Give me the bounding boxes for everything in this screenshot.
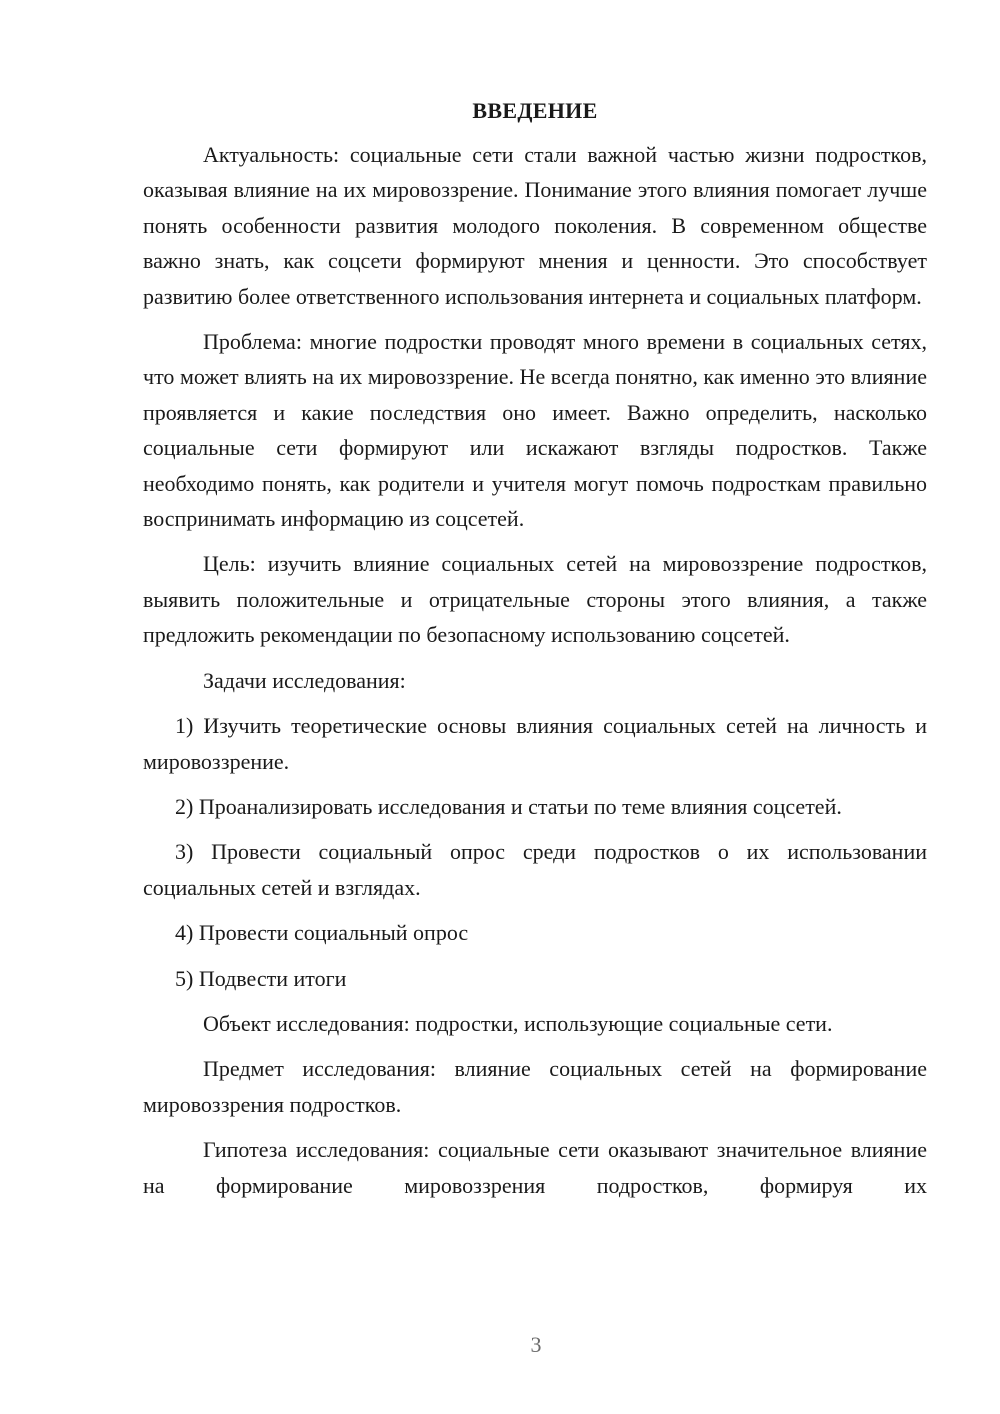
task-item-1: 1) Изучить теоретические основы влияния социальных сетей на личность и мировоззрение.	[143, 713, 927, 774]
tasks-title: Задачи исследования:	[203, 667, 406, 693]
task-item-3: 3) Провести социальный опрос среди подростков о их использовании социальных сетей и взглядах.	[143, 839, 927, 900]
paragraph-problem: Проблема: многие подростки проводят много времени в социальных сетях, что может влиять на их мировоззрение. Не всегда понятно, как именно это влияние проявляется и какие последствия оно имеет. Важно определить, насколько социальные сети формируют или искажают взгляды подростков. Также необходимо понять, как родители и учителя могут помочь подросткам правильно воспринимать информацию из соцсетей.	[143, 329, 927, 532]
task-item-4: 4) Провести социальный опрос	[175, 920, 469, 946]
section-heading: ВВЕДЕНИЕ	[472, 98, 598, 123]
paragraph-hypothesis: Гипотеза исследования: социальные сети оказывают значительное влияние на формирование мировоззрения подростков, формируя их	[143, 1137, 927, 1198]
task-item-2: 2) Проанализировать исследования и статьи по теме влияния соцсетей.	[175, 793, 842, 819]
page-content	[143, 95, 927, 1203]
paragraph-relevance: Актуальность: социальные сети стали важной частью жизни подростков, оказывая влияние на их мировоззрение. Понимание этого влияния помогает лучше понять особенности развития молодого поколения. В современном обществе важно знать, как соцсети формируют мнения и ценности. Это способствует развитию более ответственного использования интернета и социальных платформ.	[143, 142, 927, 309]
paragraph-goal: Цель: изучить влияние социальных сетей на мировоззрение подростков, выявить положительные и отрицательные стороны этого влияния, а также предложить рекомендации по безопасному использованию соцсетей.	[143, 551, 927, 648]
task-item-5: 5) Подвести итоги	[175, 965, 347, 991]
paragraph-subject: Предмет исследования: влияние социальных сетей на формирование мировоззрения подростков.	[143, 1056, 927, 1117]
paragraph-object: Объект исследования: подростки, использующие социальные сети.	[203, 1010, 833, 1036]
page-number: 3	[530, 1332, 542, 1357]
